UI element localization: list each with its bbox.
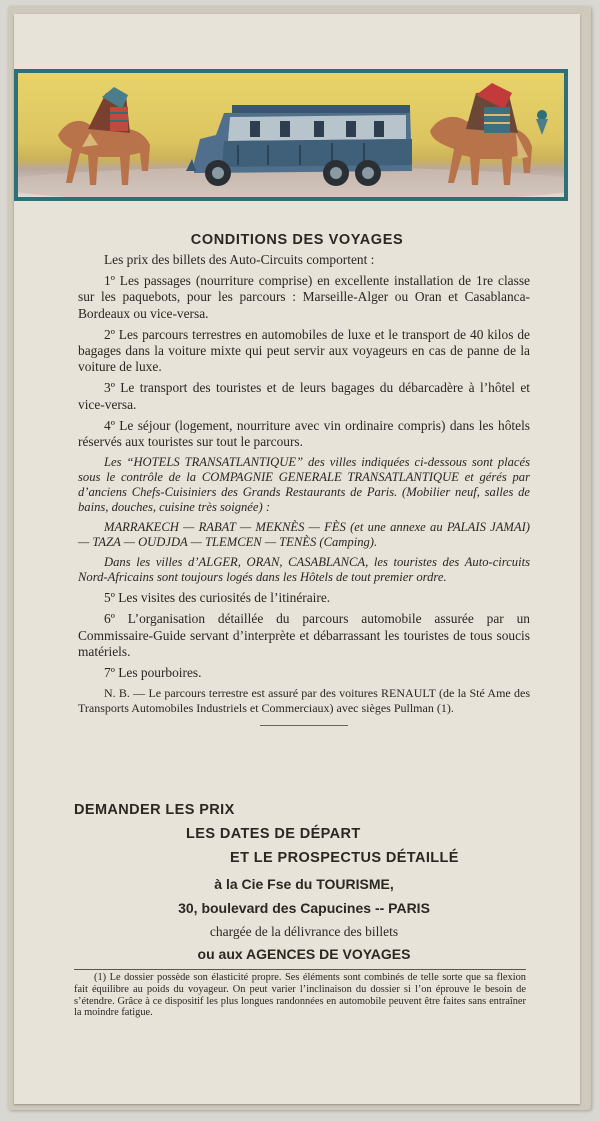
condition-item-5: 5º Les visites des curiosités de l’itinéraire. [104, 590, 331, 606]
cities-note: Dans les villes d’ALGER, ORAN, CASABLANCA, les touristes des Auto-circuits Nord-Africains sont toujours logés dans les Hôtels de tout premier ordre. [78, 555, 530, 585]
section-title: CONDITIONS DES VOYAGES [190, 232, 404, 248]
contact-line-1: DEMANDER LES PRIX [74, 802, 235, 818]
contact-address: 30, boulevard des Capucines -- PARIS [178, 900, 430, 916]
hotels-list: MARRAKECH — RABAT — MEKNÈS — FÈS (et une annexe au PALAIS JAMAI) — TAZA — OUDJDA — TLEMCEN — TENÈS (Camping). [78, 520, 530, 550]
condition-item-3: 3º Le transport des touristes et de leurs bagages du débarcadère à l’hôtel et vice-versa. [78, 380, 530, 412]
condition-item-1: 1º Les passages (nourriture comprise) en excellente installation de 1re classe sur les paquebots, pour les parcours : Marseille-Alger ou Oran et Casablanca-Bordeaux ou vice-versa. [78, 273, 530, 321]
footnote-text: (1) Le dossier possède son élasticité propre. Ses éléments sont combinés de telle sorte que sa flexion fait équilibre au poids du voyageur. On peut varier l’inclinaison du dossier si l’on éprouve le besoin de s’étendre. Grâce à ce dispositif les plus longues randonnées en automobile peuvent être faites sans entraîner la moindre fatigue. [74, 972, 526, 1019]
illustrated-banner [14, 69, 568, 201]
contact-line-3: ET LE PROSPECTUS DÉTAILLÉ [230, 850, 459, 866]
footnote [74, 972, 526, 1019]
divider [260, 725, 348, 726]
contact-line-6: chargée de la délivrance des billets [209, 924, 399, 939]
nb-note: N. B. — Le parcours terrestre est assuré par des voitures RENAULT (de la Sté Ame des Transports Automobiles Industriels et Commerciaux) avec sièges Pullman (1). [78, 686, 530, 715]
brochure-page [14, 14, 580, 1104]
condition-item-6: 6º L’organisation détaillée du parcours automobile assurée par un Commissaire-Guide servant d’interprète et débarrassant les touristes de tous soucis matériels. [78, 611, 530, 659]
conditions-body [78, 252, 530, 726]
banner-illustration [18, 73, 564, 197]
contact-line-2: LES DATES DE DÉPART [186, 826, 361, 842]
contact-line-7: ou aux AGENCES DE VOYAGES [197, 946, 411, 962]
condition-item-4: 4º Le séjour (logement, nourriture avec vin ordinaire compris) dans les hôtels réservés aux touristes sur tout le parcours. [78, 417, 530, 450]
hotels-note: Les “HOTELS TRANSATLANTIQUE” des villes indiquées ci-dessous sont placés sous le contrôle de la COMPAGNIE GENERALE TRANSATLANTIQUE et gérés par d’anciens Chefs-Cuisiniers des Grands Restaurants de Paris. (Mobilier neuf, salles de bains, douches, cuisine très soignée) : [78, 455, 530, 515]
intro-text: Les prix des billets des Auto-Circuits comportent : [104, 252, 375, 267]
footnote-rule [74, 969, 526, 970]
contact-line-4: à la Cie Fse du TOURISME, [214, 876, 394, 892]
condition-item-7: 7º Les pourboires. [104, 665, 202, 681]
condition-item-2: 2º Les parcours terrestres en automobiles de luxe et le transport de 40 kilos de bagages dans la voiture mixte qui peut servir aux voyageurs en cas de panne de la voiture de luxe. [78, 326, 530, 375]
